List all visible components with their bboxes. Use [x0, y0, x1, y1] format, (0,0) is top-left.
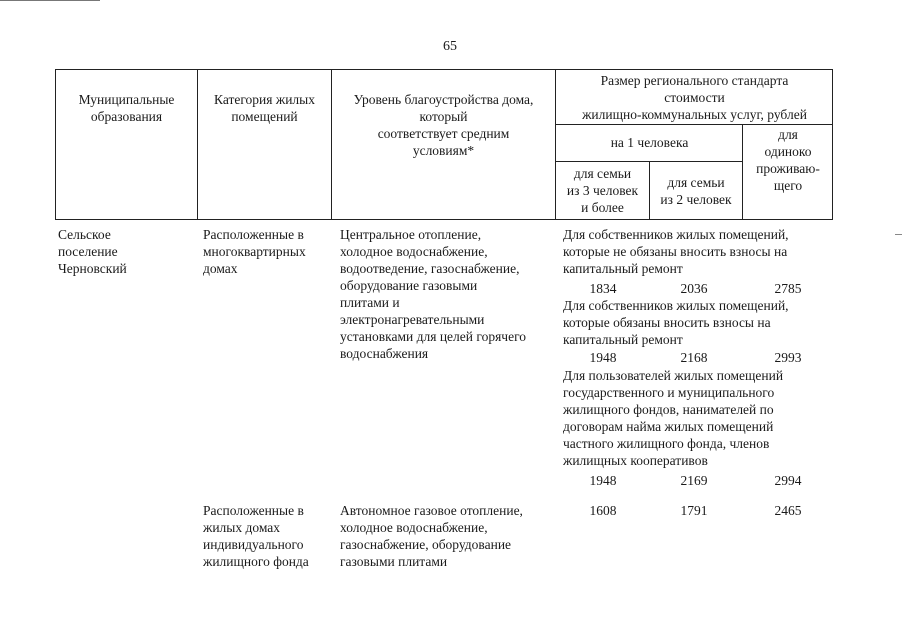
note-owners-with-contributions: Для собственников жилых помещений, которые обязаны вносить взносы на капитальный ремонт: [563, 298, 789, 347]
value-family3: 1948: [589, 473, 617, 488]
header-standard-group: Размер регионального стандарта стоимости жилищно-коммунальных услуг, рублей: [582, 73, 807, 122]
header-amenity-level: Уровень благоустройства дома, который соответствует средним условиям*: [353, 92, 534, 158]
header-municipality: Муниципальные образования: [78, 92, 175, 124]
note-owners-no-contributions: Для собственников жилых помещений, которые не обязаны вносить взносы на капитальный ремонт: [563, 227, 789, 276]
amenities-individual-houses: Автономное газовое отопление, холодное водоснабжение, газоснабжение, оборудование газовыми плитами: [340, 503, 523, 569]
value-single: 2994: [774, 473, 802, 488]
divider-line: [555, 161, 743, 162]
value-family2: 1791: [680, 503, 708, 518]
value-family3: 1948: [589, 350, 617, 365]
header-family-2: для семьи из 2 человек: [660, 175, 732, 207]
value-family2: 2036: [680, 281, 708, 296]
header-single: для одиноко проживаю- щего: [756, 127, 820, 193]
header-category: Категория жилых помещений: [214, 92, 315, 124]
amenities-apartment-buildings: Центральное отопление, холодное водоснабжение, водоотведение, газоснабжение, оборудование газовыми плитами и электронагревательными установками для целей горячего водоснабжения: [340, 227, 527, 361]
value-family2: 2169: [680, 473, 708, 488]
scan-side-mark: [895, 234, 902, 235]
note-users-of-housing: Для пользователей жилых помещений государственного и муниципального жилищного фондов, нанимателей по договорам найма жилых помещений частного жилищного фонда, членов жилищных кооперативов: [563, 368, 784, 468]
page-number: 65: [443, 39, 457, 54]
value-family3: 1608: [589, 503, 617, 518]
header-per-person: на 1 человека: [610, 135, 689, 150]
category-individual-houses: Расположенные в жилых домах индивидуального жилищного фонда: [203, 503, 309, 569]
header-family-3: для семьи из 3 человек и более: [566, 166, 639, 215]
value-single: 2993: [774, 350, 802, 365]
value-single: 2785: [774, 281, 802, 296]
category-apartment-buildings: Расположенные в многоквартирных домах: [203, 227, 306, 276]
municipality-name: Сельское поселение Черновский: [58, 227, 127, 276]
value-family3: 1834: [589, 281, 617, 296]
value-family2: 2168: [680, 350, 708, 365]
divider-line: [555, 124, 833, 125]
scan-edge-mark: [0, 0, 100, 3]
value-single: 2465: [774, 503, 802, 518]
